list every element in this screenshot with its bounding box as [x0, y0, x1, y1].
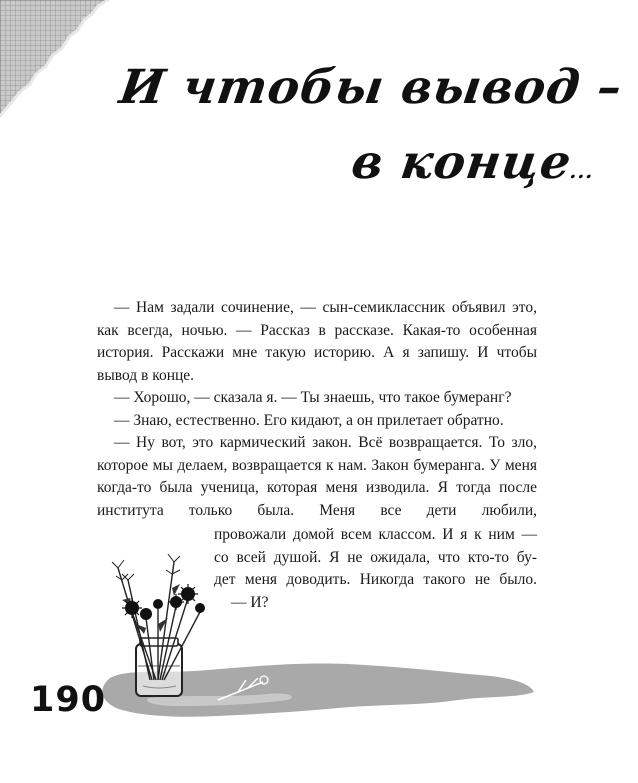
wrapped-line-3: дет меня доводить. Никогда такого не было.: [214, 571, 537, 588]
paragraph-3: — Знаю, естественно. Его кидают, а он прилетает обратно.: [114, 411, 504, 429]
chapter-title-line-1: И чтобы вывод –: [116, 60, 626, 115]
paragraph-1: — Нам задали сочинение, — сын-семиклассник объявил это, как всегда, ночью. — Рассказ в рассказе. Какая-то особенная история. Расскажи мне такую историю. А я запишу. И чтобы вывод в конце.: [97, 299, 537, 384]
wrapped-line-2: со всей душой. Я не ожидала, что кто-то бу-: [214, 548, 537, 566]
chapter-title-line-2-text: в конце: [348, 135, 576, 190]
flowers-in-jar-icon: [88, 548, 538, 728]
page-number: 190: [30, 680, 107, 720]
body-text-main: [97, 297, 537, 522]
chapter-title-line-2: [348, 135, 599, 190]
wrapped-line-1: провожали домой всем классом. И я к ним —: [214, 526, 537, 543]
paragraph-4: — Ну вот, это кармический закон. Всё возвращается. То зло, которое мы делаем, возвращается к нам. Закон бумеранга. У меня когда-то была ученица, которая меня изводила. Я тогда после института только была. Меня все дети любили,: [97, 434, 537, 519]
torn-grid-paper-corner: [0, 0, 120, 125]
paragraph-last: — И?: [231, 593, 269, 611]
paragraph-2: — Хорошо, — сказала я. — Ты знаешь, что такое бумеранг?: [114, 389, 512, 406]
chapter-title-ellipsis: ...: [568, 159, 596, 183]
